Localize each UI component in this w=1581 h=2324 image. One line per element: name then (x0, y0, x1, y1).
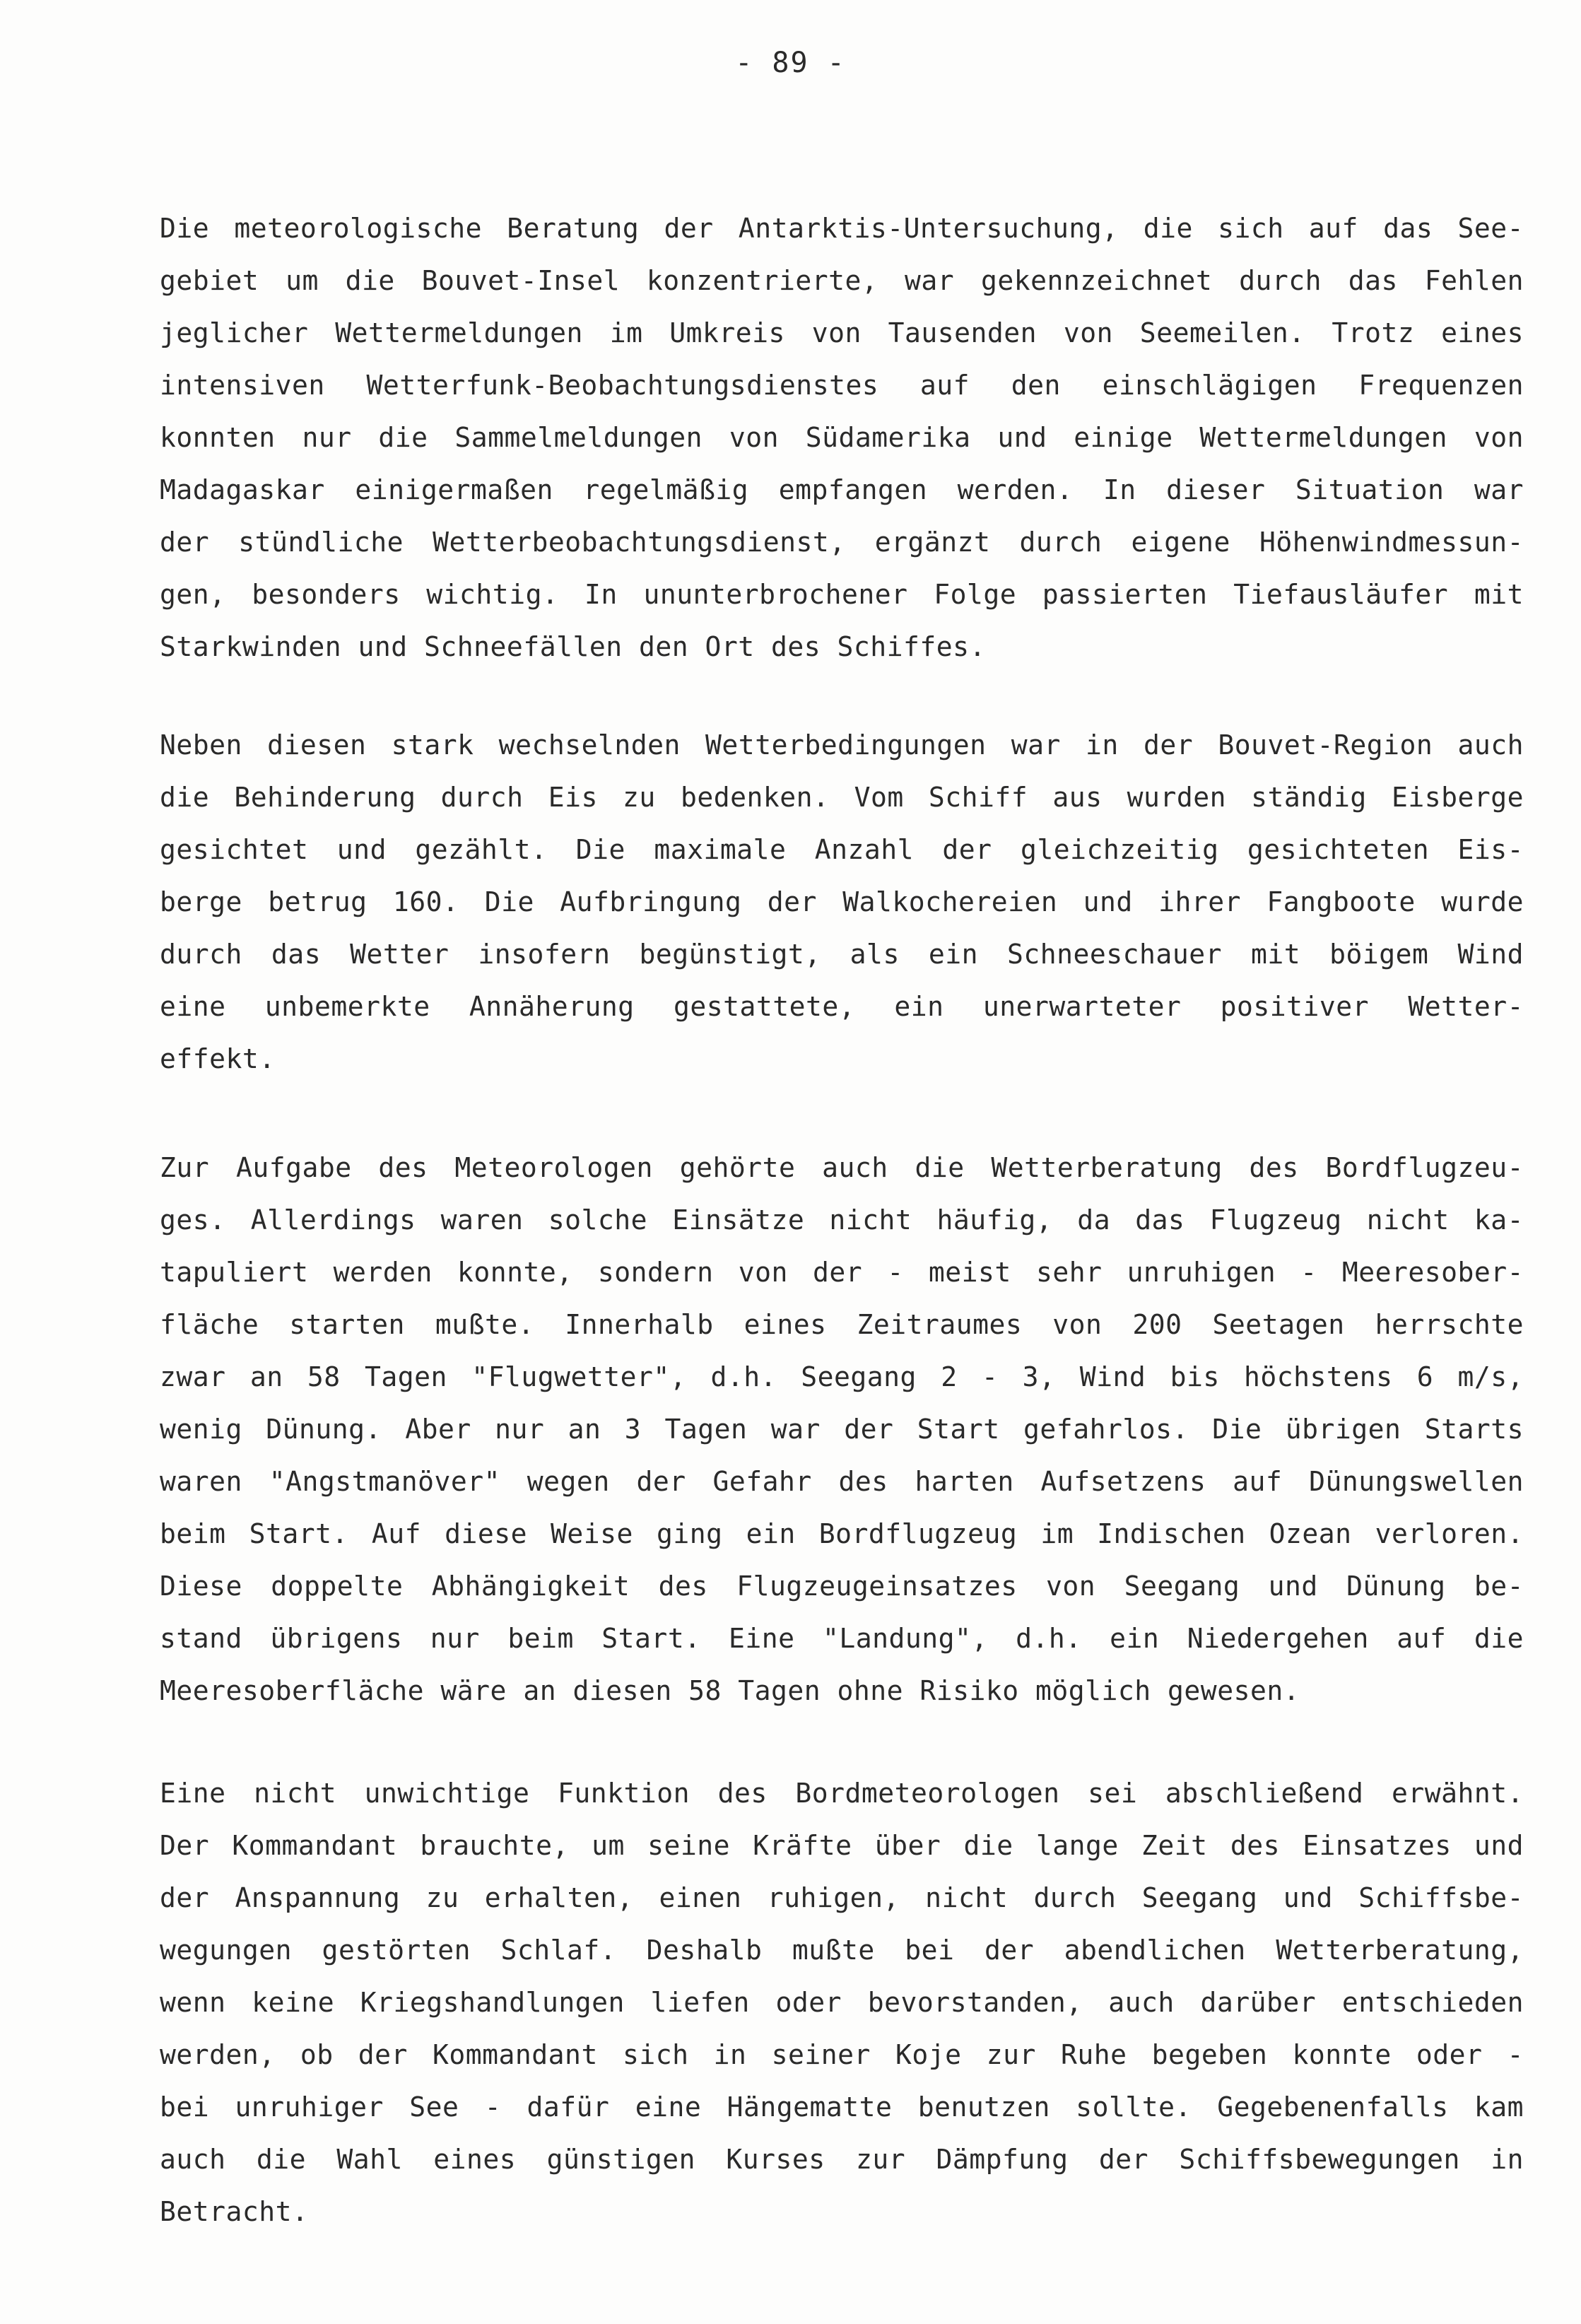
text-line: wenig Dünung. Aber nur an 3 Tagen war der Start gefahrlos. Die übrigen Starts (160, 1414, 1524, 1445)
text-line: beim Start. Auf diese Weise ging ein Bordflugzeug im Indischen Ozean verloren. (160, 1518, 1524, 1549)
text-line: bei unruhiger See - dafür eine Hängematte benutzen sollte. Gegebenenfalls kam (160, 2091, 1524, 2123)
text-line: berge betrug 160. Die Aufbringung der Walkochereien und ihrer Fangboote wurde (160, 886, 1524, 917)
text-line: wegungen gestörten Schlaf. Deshalb mußte bei der abendlichen Wetterberatung, (160, 1935, 1524, 1966)
paragraph-aircraft-advisory (160, 1142, 1524, 1717)
text-line: intensiven Wetterfunk-Beobachtungsdienstes auf den einschlägigen Frequenzen (160, 370, 1524, 401)
text-line: Die meteorologische Beratung der Antarktis-Untersuchung, die sich auf das See- (160, 213, 1524, 244)
text-line: Zur Aufgabe des Meteorologen gehörte auch die Wetterberatung des Bordflugzeu- (160, 1152, 1524, 1183)
text-line: konnten nur die Sammelmeldungen von Südamerika und einige Wettermeldungen von (160, 422, 1524, 453)
text-line: auch die Wahl eines günstigen Kurses zur Dämpfung der Schiffsbewegungen in (160, 2144, 1524, 2175)
text-line: Meeresoberfläche wäre an diesen 58 Tagen ohne Risiko möglich gewesen. (160, 1675, 1300, 1706)
text-line: gesichtet und gezählt. Die maximale Anzahl der gleichzeitig gesichteten Eis- (160, 834, 1524, 865)
paragraph-commander-rest (160, 1767, 1524, 2238)
text-line: die Behinderung durch Eis zu bedenken. Vom Schiff aus wurden ständig Eisberge (160, 782, 1524, 813)
text-line: Starkwinden und Schneefällen den Ort des Schiffes. (160, 631, 986, 662)
text-line: werden, ob der Kommandant sich in seiner Koje zur Ruhe begeben konnte oder - (160, 2039, 1524, 2070)
paragraph-antarctic-advisory (160, 202, 1524, 673)
text-line: Madagaskar einigermaßen regelmäßig empfangen werden. In dieser Situation war (160, 474, 1524, 505)
text-line: Eine nicht unwichtige Funktion des Bordmeteorologen sei abschließend erwähnt. (160, 1778, 1524, 1809)
text-line: Der Kommandant brauchte, um seine Kräfte über die lange Zeit des Einsatzes und (160, 1830, 1524, 1861)
text-line: waren "Angstmanöver" wegen der Gefahr des harten Aufsetzens auf Dünungswellen (160, 1466, 1524, 1497)
text-line: stand übrigens nur beim Start. Eine "Landung", d.h. ein Niedergehen auf die (160, 1623, 1524, 1654)
text-line: effekt. (160, 1043, 276, 1074)
text-line: wenn keine Kriegshandlungen liefen oder bevorstanden, auch darüber entschieden (160, 1987, 1524, 2018)
text-line: tapuliert werden konnte, sondern von der - meist sehr unruhigen - Meeresober- (160, 1257, 1524, 1288)
text-line: gen, besonders wichtig. In ununterbrochener Folge passierten Tiefausläufer mit (160, 579, 1524, 610)
text-line: gebiet um die Bouvet-Insel konzentrierte, war gekennzeichnet durch das Fehlen (160, 265, 1524, 296)
text-line: fläche starten mußte. Innerhalb eines Zeitraumes von 200 Seetagen herrschte (160, 1309, 1524, 1340)
text-line: ges. Allerdings waren solche Einsätze nicht häufig, da das Flugzeug nicht ka- (160, 1204, 1524, 1236)
text-line: der stündliche Wetterbeobachtungsdienst, ergänzt durch eigene Höhenwindmessun- (160, 527, 1524, 558)
text-line: der Anspannung zu erhalten, einen ruhigen, nicht durch Seegang und Schiffsbe- (160, 1882, 1524, 1913)
text-line: durch das Wetter insofern begünstigt, als ein Schneeschauer mit böigem Wind (160, 939, 1524, 970)
text-line: zwar an 58 Tagen "Flugwetter", d.h. Seegang 2 - 3, Wind bis höchstens 6 m/s, (160, 1361, 1524, 1392)
text-line: Neben diesen stark wechselnden Wetterbedingungen war in der Bouvet-Region auch (160, 729, 1524, 761)
text-line: Diese doppelte Abhängigkeit des Flugzeugeinsatzes von Seegang und Dünung be- (160, 1571, 1524, 1602)
paragraph-ice-conditions (160, 719, 1524, 1085)
text-line: Betracht. (160, 2196, 309, 2227)
text-line: eine unbemerkte Annäherung gestattete, ein unerwarteter positiver Wetter- (160, 991, 1524, 1022)
page-number: - 89 - (735, 47, 846, 79)
text-line: jeglicher Wettermeldungen im Umkreis von Tausenden von Seemeilen. Trotz eines (160, 317, 1524, 348)
